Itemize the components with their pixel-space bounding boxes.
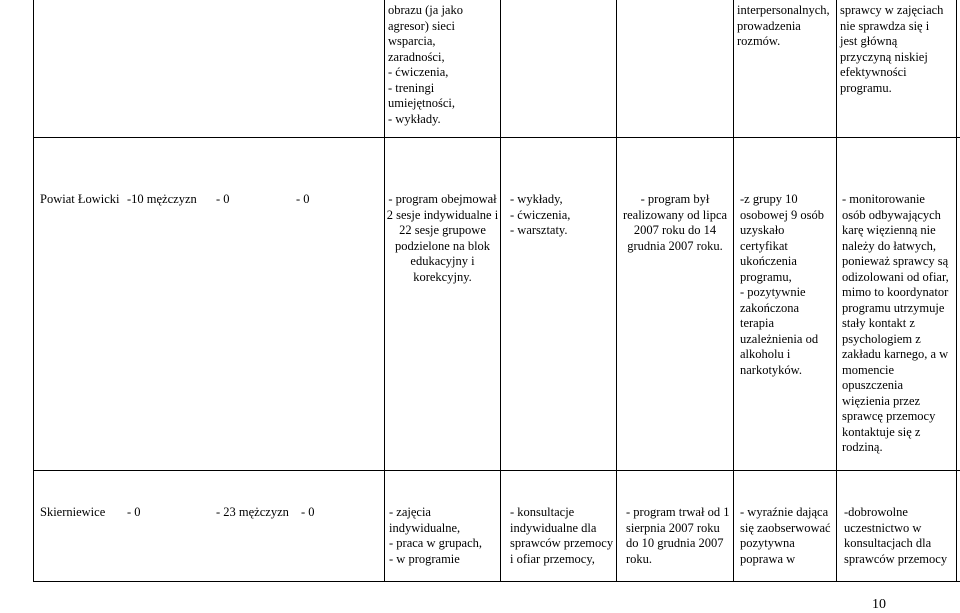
cell-lowicz-men: -10 mężczyzn	[127, 192, 197, 206]
cell-skierniewice-col5: - konsultacje indywidualne dla sprawców przemocy i ofiar przemocy,	[510, 505, 614, 566]
cell-lowicz-col5: - wykłady, - ćwiczenia, - warsztaty.	[510, 192, 571, 237]
cell-top-col4: obrazu (ja jako agresor) sieci wsparcia, zaradności, - ćwiczenia, - treningi umiejętności, - wykłady.	[388, 3, 463, 126]
table-divider-c9	[836, 0, 837, 582]
cell-lowicz-col4: - program obejmował 2 sesje indywidualne i 22 sesje grupowe podzielone na blok edukacyjny i korekcyjny.	[386, 192, 499, 284]
cell-lowicz-col6: - program był realizowany od lipca 2007 roku do 14 grudnia 2007 roku.	[622, 192, 728, 253]
table-divider-c7	[733, 0, 734, 582]
table-border-left	[33, 0, 34, 582]
cell-skierniewice-col7: - wyraźnie dająca się zaobserwować pozytywna poprawa w	[740, 505, 831, 566]
table-border-bottom	[33, 581, 960, 582]
cell-lowicz-col7: -z grupy 10 osobowej 9 osób uzyskało certyfikat ukończenia programu, - pozytywnie zakończona terapia uzależnienia od alkoholu i narkotyków.	[740, 192, 825, 377]
page-number: 10	[872, 597, 886, 612]
cell-skierniewice-col6: - program trwał od 1 sierpnia 2007 roku do 10 grudnia 2007 roku.	[626, 505, 730, 566]
cell-lowicz-col3a: - 0	[216, 192, 230, 206]
cell-skierniewice-men: - 23 mężczyzn	[216, 505, 289, 519]
cell-top-col9: sprawcy w zajęciach nie sprawdza się i jest główną przyczyną niskiej efektywności programu.	[840, 3, 944, 95]
table-border-right	[956, 0, 957, 582]
cell-skierniewice-col2: - 0	[127, 505, 141, 519]
row-separator-2	[33, 470, 960, 471]
table-divider-c4	[384, 0, 385, 582]
cell-skierniewice-district: Skierniewice	[40, 505, 106, 519]
row-separator-1	[33, 137, 960, 138]
cell-lowicz-district: Powiat Łowicki	[40, 192, 120, 206]
cell-top-col7: interpersonalnych, prowadzenia rozmów.	[737, 3, 830, 48]
cell-lowicz-col9: - monitorowanie osób odbywających karę więzienną nie należy do łatwych, ponieważ sprawcy są odizolowani od ofiar, mimo to koordynator programu utrzymuje stały kontakt z psychologiem z zakładu karnego, a w momencie opuszczenia więzienia przez sprawcę przemocy kontaktuje się z rodziną.	[842, 192, 949, 454]
cell-skierniewice-col9: -dobrowolne uczestnictwo w konsultacjach dla sprawców przemocy	[844, 505, 948, 566]
cell-skierniewice-col4: - zajęcia indywidualne, - praca w grupach, - w programie	[389, 505, 483, 566]
cell-lowicz-col3b: - 0	[296, 192, 310, 206]
cell-skierniewice-col3b: - 0	[301, 505, 315, 519]
table-divider-c6	[616, 0, 617, 582]
table-divider-c5	[500, 0, 501, 582]
